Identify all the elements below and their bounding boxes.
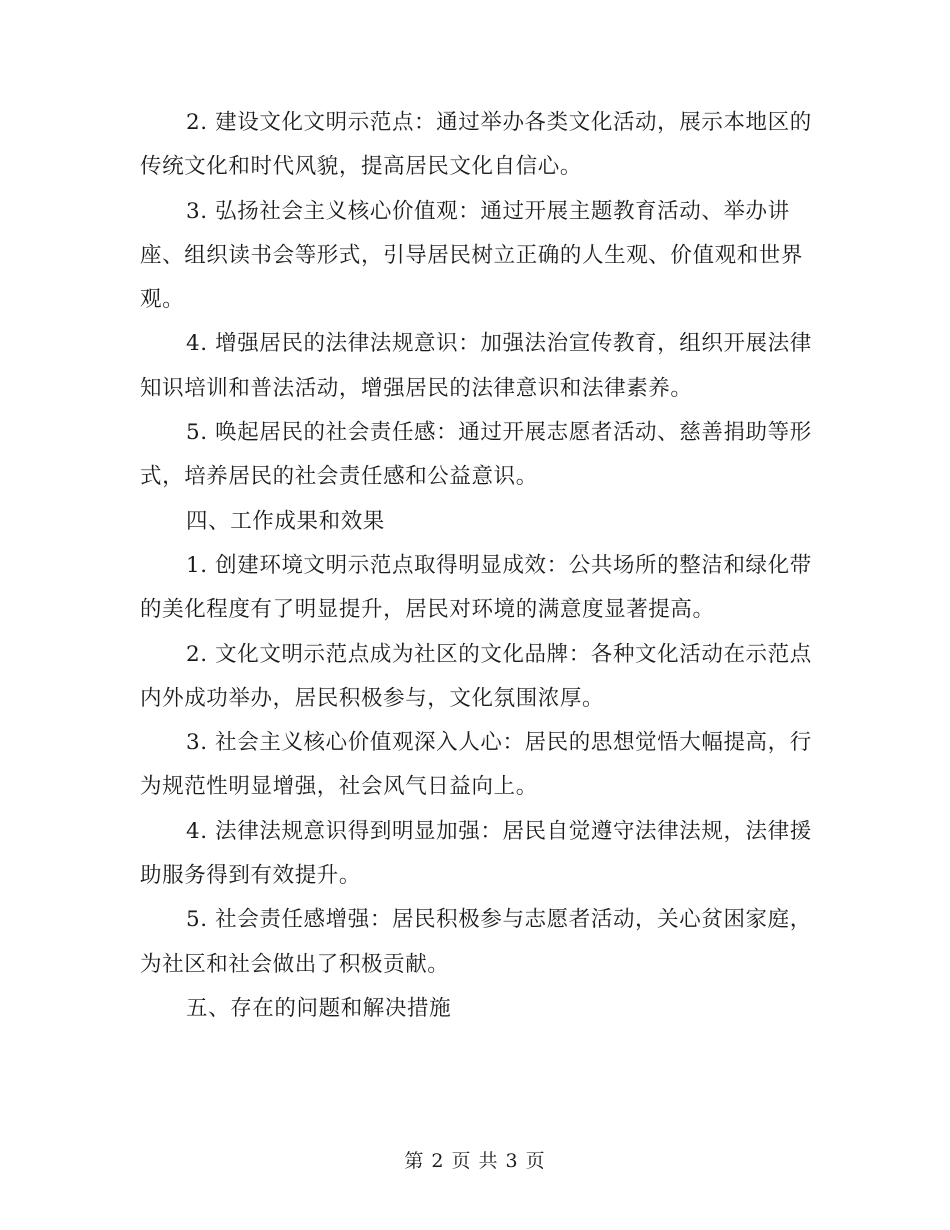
paragraph-culture-demo-point: 2. 建设文化文明示范点：通过举办各类文化活动，展示本地区的传统文化和时代风貌，提高居民文化自信心。 [140,110,812,180]
paragraph-result-responsibility: 5. 社会责任感增强：居民积极参与志愿者活动，关心贫困家庭，为社区和社会做出了积极贡献。 [140,907,812,977]
document-body [140,101,816,1031]
paragraph-result-core-values: 3. 社会主义核心价值观深入人心：居民的思想觉悟大幅提高，行为规范性明显增强，社会风气日益向上。 [140,730,812,800]
section-heading-problems: 五、存在的问题和解决措施 [186,995,452,1021]
section-heading-results: 四、工作成果和效果 [186,508,385,534]
page-number-footer: 第 2 页 共 3 页 [404,1150,546,1172]
paragraph-result-culture-brand: 2. 文化文明示范点成为社区的文化品牌：各种文化活动在示范点内外成功举办，居民积极参与，文化氛围浓厚。 [140,641,812,711]
paragraph-core-values: 3. 弘扬社会主义核心价值观：通过开展主题教育活动、举办讲座、组织读书会等形式，引导居民树立正确的人生观、价值观和世界观。 [140,198,804,313]
paragraph-social-responsibility: 5. 唤起居民的社会责任感：通过开展志愿者活动、慈善捐助等形式，培养居民的社会责任感和公益意识。 [140,420,812,490]
paragraph-result-legal: 4. 法律法规意识得到明显加强：居民自觉遵守法律法规，法律援助服务得到有效提升。 [140,818,812,889]
paragraph-legal-awareness: 4. 增强居民的法律法规意识：加强法治宣传教育，组织开展法律知识培训和普法活动，增强居民的法律意识和法律素养。 [140,331,812,401]
paragraph-result-environment: 1. 创建环境文明示范点取得明显成效：公共场所的整洁和绿化带的美化程度有了明显提升，居民对环境的满意度显著提高。 [140,552,812,623]
